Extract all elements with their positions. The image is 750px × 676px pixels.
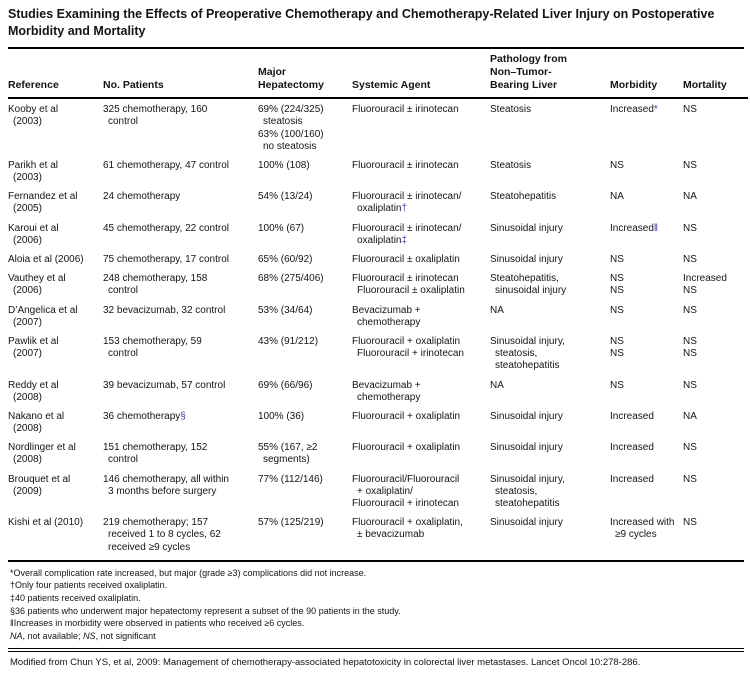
cell-reference — [8, 512, 103, 556]
cell-line: Increased — [610, 442, 654, 454]
cell-line: NA — [490, 379, 504, 391]
cell-line: Fluorouracil + irinotecan — [357, 348, 464, 360]
cell-line: 32 bevacizumab, 32 control — [103, 304, 226, 316]
abbreviation-segment: , not significant — [95, 630, 156, 641]
cell-line: Fluorouracil + irinotecan — [352, 498, 459, 509]
cell-mortality — [683, 155, 748, 186]
cell-patients — [103, 406, 258, 437]
cell-line: Bevacizumab + — [352, 304, 421, 316]
cell-line: Fluorouracil + oxaliplatin — [352, 410, 461, 422]
column-header-line: Bearing Liver — [490, 79, 558, 91]
cell-reference — [8, 249, 103, 268]
cell-morbidity — [610, 249, 683, 268]
cell-line: D’Angelica et al — [8, 304, 78, 316]
cell-line: (2006) — [13, 285, 42, 297]
cell-agent — [352, 512, 490, 556]
footnote: *Overall complication rate increased, but major (grade ≥3) complications did not increase. — [10, 567, 367, 578]
column-header-agent — [352, 49, 490, 98]
cell-hepatectomy — [258, 300, 352, 331]
cell-line: (2008) — [13, 454, 42, 466]
cell-line: 54% (13/24) — [258, 191, 313, 203]
table-row — [8, 268, 748, 299]
cell-pathology — [490, 469, 610, 513]
footnote-marker: § — [180, 410, 186, 422]
cell-line: 146 chemotherapy, all within — [103, 473, 229, 485]
cell-line: NS — [610, 348, 624, 360]
cell-mortality — [683, 300, 748, 331]
cell-patients — [103, 186, 258, 217]
table-row — [8, 469, 748, 513]
cell-pathology — [490, 249, 610, 268]
table-row — [8, 155, 748, 186]
cell-agent — [352, 186, 490, 217]
cell-morbidity — [610, 512, 683, 556]
cell-line: Kishi et al (2010) — [8, 517, 84, 529]
table-row — [8, 98, 748, 155]
cell-line: steatohepatitis — [495, 498, 560, 509]
cell-line: control — [108, 454, 139, 466]
table-row — [8, 300, 748, 331]
cell-line: Reddy et al — [8, 379, 59, 391]
column-header-hepatectomy — [258, 49, 352, 98]
cell-patients — [103, 512, 258, 556]
cell-line: NS — [610, 335, 624, 347]
cell-line: NS — [610, 159, 624, 171]
cell-line: Increased* — [610, 104, 658, 116]
cell-line: Increased — [610, 473, 654, 485]
footnote-marker: ‡ — [401, 234, 408, 246]
cell-mortality — [683, 268, 748, 299]
cell-agent — [352, 98, 490, 155]
cell-hepatectomy — [258, 331, 352, 375]
cell-line: Fluorouracil ± irinotecan/ — [352, 191, 462, 203]
cell-line: (2003) — [13, 116, 42, 128]
cell-line: Increased — [683, 273, 727, 285]
column-header-line: Morbidity — [610, 79, 658, 91]
cell-line: oxaliplatin‡ — [357, 234, 408, 246]
cell-line: + oxaliplatin/ — [357, 485, 413, 497]
cell-line: NS — [683, 285, 697, 297]
cell-patients — [103, 98, 258, 155]
column-header-line: Hepatectomy — [258, 79, 324, 91]
table-title: Studies Examining the Effects of Preoperative Chemotherapy and Chemotherapy-Related Liver Injury on Postoperative Morbidity and Mortality — [8, 5, 744, 49]
cell-line: (2007) — [13, 348, 42, 360]
cell-agent — [352, 155, 490, 186]
cell-morbidity — [610, 268, 683, 299]
footnote: †Only four patients received oxaliplatin. — [10, 580, 168, 591]
cell-line: Fluorouracil ± irinotecan — [352, 104, 459, 116]
cell-line: Sinusoidal injury, — [490, 335, 565, 347]
cell-line: (2008) — [13, 391, 42, 403]
cell-line: 248 chemotherapy, 158 — [103, 273, 208, 285]
cell-line: 68% (275/406) — [258, 273, 324, 285]
footnote: ‡40 patients received oxaliplatin. — [10, 592, 141, 603]
cell-line: steatohepatitis — [495, 360, 560, 372]
cell-reference — [8, 268, 103, 299]
cell-line: Fluorouracil/Fluorouracil — [352, 473, 460, 485]
cell-patients — [103, 331, 258, 375]
cell-line: NS — [683, 379, 697, 391]
cell-agent — [352, 375, 490, 406]
column-header-line: Systemic Agent — [352, 79, 431, 91]
cell-line: Fluorouracil ± irinotecan — [352, 273, 459, 285]
cell-line: chemotherapy — [357, 391, 421, 403]
cell-line: 63% (100/160) — [258, 128, 324, 140]
cell-pathology — [490, 268, 610, 299]
cell-agent — [352, 437, 490, 468]
cell-line: Sinusoidal injury — [490, 517, 563, 529]
cell-morbidity — [610, 98, 683, 155]
abbreviation-segment: NA — [10, 630, 23, 641]
table-row — [8, 406, 748, 437]
cell-line: Sinusoidal injury — [490, 222, 563, 234]
cell-line: control — [108, 116, 139, 128]
cell-line: Increased with — [610, 517, 675, 529]
cell-patients — [103, 469, 258, 513]
cell-mortality — [683, 249, 748, 268]
cell-mortality — [683, 406, 748, 437]
cell-line: Aloia et al (2006) — [8, 254, 84, 265]
cell-line: NS — [683, 304, 697, 316]
cell-reference — [8, 469, 103, 513]
cell-reference — [8, 331, 103, 375]
column-header-line: Non–Tumor- — [490, 65, 552, 78]
cell-line: Increased — [610, 410, 654, 422]
cell-line: 153 chemotherapy, 59 — [103, 335, 202, 347]
cell-line: 77% (112/146) — [258, 473, 323, 485]
cell-mortality — [683, 218, 748, 249]
abbreviation-segment: NS — [83, 630, 96, 641]
cell-line: received 1 to 8 cycles, 62 — [108, 529, 221, 541]
cell-line: received ≥9 cycles — [108, 541, 191, 553]
cell-line: (2006) — [13, 234, 42, 246]
cell-line: 3 months before surgery — [108, 485, 217, 497]
cell-pathology — [490, 98, 610, 155]
cell-line: control — [108, 348, 139, 360]
cell-hepatectomy — [258, 406, 352, 437]
cell-reference — [8, 406, 103, 437]
cell-line: 61 chemotherapy, 47 control — [103, 159, 230, 171]
cell-line: NA — [683, 191, 697, 203]
table-header — [8, 49, 748, 98]
cell-line: ± bevacizumab — [357, 529, 425, 541]
cell-line: (2005) — [13, 203, 42, 215]
cell-reference — [8, 98, 103, 155]
cell-line: Steatohepatitis, — [490, 273, 559, 285]
table-row — [8, 186, 748, 217]
cell-morbidity — [610, 186, 683, 217]
cell-line: 24 chemotherapy — [103, 191, 181, 203]
cell-agent — [352, 331, 490, 375]
cell-line: Sinusoidal injury — [490, 254, 563, 265]
cell-hepatectomy — [258, 218, 352, 249]
cell-line: NS — [683, 222, 697, 234]
cell-morbidity — [610, 155, 683, 186]
cell-line: control — [108, 285, 139, 297]
cell-line: Pawlik et al — [8, 335, 59, 347]
cell-hepatectomy — [258, 249, 352, 268]
cell-morbidity — [610, 218, 683, 249]
cell-line: 75 chemotherapy, 17 control — [103, 254, 230, 265]
column-header-patients — [103, 49, 258, 98]
cell-line: NS — [683, 104, 697, 116]
cell-line: (2007) — [13, 316, 42, 328]
table-row — [8, 375, 748, 406]
cell-morbidity — [610, 375, 683, 406]
cell-mortality — [683, 437, 748, 468]
cell-morbidity — [610, 469, 683, 513]
cell-line: Steatosis — [490, 159, 532, 171]
cell-morbidity — [610, 437, 683, 468]
cell-pathology — [490, 218, 610, 249]
footnotes-block — [8, 560, 744, 647]
cell-line: Fernandez et al — [8, 191, 78, 203]
cell-line: NS — [610, 304, 624, 316]
cell-line: Karoui et al — [8, 222, 59, 234]
cell-line: Vauthey et al — [8, 273, 66, 285]
cell-line: NA — [490, 304, 504, 316]
cell-line: 39 bevacizumab, 57 control — [103, 379, 226, 391]
cell-line: NA — [610, 191, 624, 203]
cell-line: Fluorouracil ± irinotecan — [352, 159, 459, 171]
cell-pathology — [490, 186, 610, 217]
cell-line: Sinusoidal injury — [490, 442, 563, 454]
column-header-line: Mortality — [683, 79, 727, 91]
cell-line: ≥9 cycles — [615, 529, 657, 541]
table-row — [8, 218, 748, 249]
table-row — [8, 437, 748, 468]
cell-line: NS — [610, 285, 624, 297]
table-row — [8, 249, 748, 268]
cell-morbidity — [610, 300, 683, 331]
cell-hepatectomy — [258, 469, 352, 513]
cell-line: Nordlinger et al — [8, 442, 76, 454]
cell-line: NS — [683, 159, 697, 171]
cell-line: 100% (36) — [258, 410, 305, 422]
cell-line: NS — [683, 254, 697, 265]
table-row — [8, 512, 748, 556]
cell-line: 219 chemotherapy; 157 — [103, 517, 209, 529]
cell-line: 151 chemotherapy, 152 — [103, 442, 208, 454]
cell-line: 57% (125/219) — [258, 517, 324, 529]
footnote-marker: ‖ — [653, 222, 659, 234]
cell-line: Increased‖ — [610, 222, 659, 234]
cell-line: Brouquet et al — [8, 473, 71, 485]
cell-mortality — [683, 469, 748, 513]
cell-line: NS — [610, 379, 624, 391]
cell-patients — [103, 300, 258, 331]
column-header-line: Major — [258, 65, 287, 78]
cell-hepatectomy — [258, 186, 352, 217]
cell-mortality — [683, 186, 748, 217]
column-header-reference — [8, 49, 103, 98]
cell-agent — [352, 406, 490, 437]
cell-patients — [103, 375, 258, 406]
column-header-pathology — [490, 49, 610, 98]
cell-patients — [103, 249, 258, 268]
cell-reference — [8, 155, 103, 186]
cell-hepatectomy — [258, 268, 352, 299]
abbreviation-segment: , not available; — [22, 630, 84, 641]
cell-line: steatosis, — [495, 348, 538, 360]
cell-line: 45 chemotherapy, 22 control — [103, 222, 230, 234]
cell-line: Fluorouracil + oxaliplatin — [352, 335, 461, 347]
column-header-line: No. Patients — [103, 79, 164, 91]
cell-mortality — [683, 331, 748, 375]
cell-mortality — [683, 98, 748, 155]
cell-line: Fluorouracil ± oxaliplatin — [352, 254, 460, 265]
cell-pathology — [490, 437, 610, 468]
cell-line: Sinusoidal injury — [490, 410, 563, 422]
cell-line: 36 chemotherapy§ — [103, 410, 186, 422]
cell-line: 69% (66/96) — [258, 379, 313, 391]
cell-line: NS — [683, 348, 697, 360]
cell-line: NS — [683, 517, 697, 529]
cell-agent — [352, 218, 490, 249]
footnote: ‖Increases in morbidity were observed in patients who received ≥6 cycles. — [10, 618, 305, 629]
cell-line: Fluorouracil ± irinotecan/ — [352, 222, 462, 234]
column-header-mortality — [683, 49, 748, 98]
cell-line: Sinusoidal injury, — [490, 473, 565, 485]
cell-morbidity — [610, 406, 683, 437]
cell-reference — [8, 437, 103, 468]
cell-line: 55% (167, ≥2 — [258, 442, 318, 454]
cell-line: NS — [610, 273, 624, 285]
column-header-morbidity — [610, 49, 683, 98]
cell-patients — [103, 155, 258, 186]
cell-pathology — [490, 406, 610, 437]
cell-hepatectomy — [258, 155, 352, 186]
cell-line: Steatosis — [490, 104, 532, 116]
cell-line: Nakano et al — [8, 410, 65, 422]
cell-hepatectomy — [258, 512, 352, 556]
cell-agent — [352, 469, 490, 513]
source-citation: Modified from Chun YS, et al, 2009: Management of chemotherapy-associated hepatotoxicity in colorectal liver metastases. Lancet Oncol 10:278-286. — [10, 657, 641, 669]
header-row — [8, 49, 748, 98]
cell-hepatectomy — [258, 98, 352, 155]
cell-line: Fluorouracil + oxaliplatin, — [352, 517, 463, 529]
cell-line: 100% (67) — [258, 222, 305, 234]
cell-line: 325 chemotherapy, 160 — [103, 104, 208, 116]
footnote-marker: † — [401, 203, 408, 215]
cell-reference — [8, 300, 103, 331]
cell-line: oxaliplatin† — [357, 203, 408, 215]
cell-line: NS — [683, 442, 697, 454]
cell-pathology — [490, 512, 610, 556]
table-body — [8, 98, 748, 556]
cell-line: 43% (91/212) — [258, 335, 319, 347]
cell-agent — [352, 300, 490, 331]
cell-line: 65% (60/92) — [258, 254, 313, 265]
cell-line: segments) — [263, 454, 310, 466]
cell-morbidity — [610, 331, 683, 375]
cell-patients — [103, 268, 258, 299]
cell-line: (2003) — [13, 172, 42, 184]
cell-line: NS — [683, 473, 697, 485]
cell-pathology — [490, 331, 610, 375]
cell-line: Fluorouracil + oxaliplatin — [352, 442, 461, 454]
cell-line: NA — [683, 410, 697, 422]
cell-reference — [8, 375, 103, 406]
cell-pathology — [490, 155, 610, 186]
cell-line: 100% (108) — [258, 159, 310, 171]
cell-mortality — [683, 512, 748, 556]
cell-line: NS — [683, 335, 697, 347]
cell-line: Parikh et al — [8, 159, 59, 171]
table-row — [8, 331, 748, 375]
cell-line: 53% (34/64) — [258, 304, 313, 316]
cell-line: (2008) — [13, 423, 42, 435]
cell-pathology — [490, 375, 610, 406]
cell-mortality — [683, 375, 748, 406]
cell-line: Fluorouracil ± oxaliplatin — [357, 285, 465, 297]
cell-line: chemotherapy — [357, 316, 421, 328]
cell-reference — [8, 218, 103, 249]
cell-line: Steatohepatitis — [490, 191, 557, 203]
column-header-line: Reference — [8, 79, 59, 91]
cell-line: steatosis, — [495, 485, 538, 497]
cell-line: Bevacizumab + — [352, 379, 421, 391]
cell-patients — [103, 437, 258, 468]
cell-pathology — [490, 300, 610, 331]
cell-line: (2009) — [13, 485, 42, 497]
column-header-line: Pathology from — [490, 52, 568, 65]
cell-agent — [352, 268, 490, 299]
cell-hepatectomy — [258, 437, 352, 468]
abbreviations-note — [10, 630, 744, 643]
cell-line: Kooby et al — [8, 104, 59, 116]
cell-line: steatosis — [263, 116, 303, 128]
cell-reference — [8, 186, 103, 217]
footnote-marker: * — [653, 104, 658, 116]
cell-line: NS — [610, 254, 624, 265]
cell-patients — [103, 218, 258, 249]
cell-agent — [352, 249, 490, 268]
cell-line: no steatosis — [263, 140, 317, 152]
cell-line: 69% (224/325) — [258, 104, 324, 116]
studies-table — [8, 49, 748, 556]
cell-line: sinusoidal injury — [495, 285, 567, 297]
footnote: §36 patients who underwent major hepatectomy represent a subset of the 90 patients in the study. — [10, 605, 401, 616]
cell-hepatectomy — [258, 375, 352, 406]
